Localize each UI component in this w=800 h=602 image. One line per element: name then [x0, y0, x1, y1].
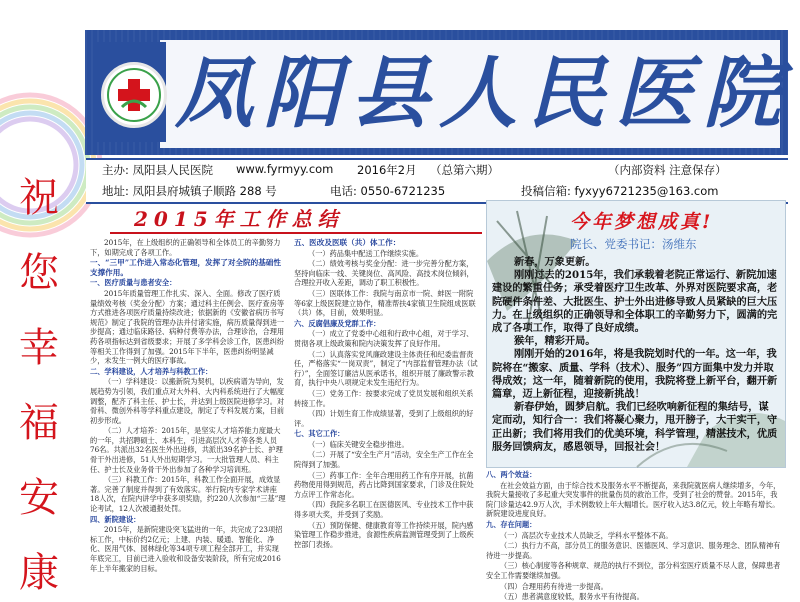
article-paragraph: （二）执行力不高，部分员工的服务意识、医德医风、学习意识、服务理念、团队精神有待进一步提高。	[486, 541, 781, 560]
section-heading: 六、反腐倡廉及党群工作：	[294, 318, 381, 328]
article-paragraph: （一）临床关键安全稳步推进。	[308, 439, 409, 449]
feature-title: 今年梦想成真!	[570, 211, 714, 233]
section-heading: 四、新院建设：	[90, 514, 141, 524]
blessing-char: 您	[19, 250, 59, 296]
article-paragraph: 2015年，在上级组织的正确领导和全体员工的辛勤努力下，如期完成了各项工作。	[90, 238, 281, 257]
article-paragraph: （四）合理用药有待进一步提高。	[500, 581, 608, 591]
article-paragraph: （三）核心制度等各种规章、规范的执行不到位，部分科室医疗质量不尽人意，保障患者安全工作需要继续加强。	[486, 561, 781, 580]
article-paragraph: （二）绩效考核与奖金分配：进一步完善分配方案，坚持向临床一线、关键岗位、高风险、高技术岗位倾斜，合理拉开收入差距，调动了职工积极性。	[294, 259, 474, 288]
newspaper-title: 凤阳县人民医院	[175, 49, 792, 139]
feature-paragraph: 新春，万象更新。	[514, 256, 596, 268]
hospital-logo	[101, 62, 167, 128]
article-paragraph: （二）开展了“安全生产月”活动，安全生产工作在全院得到了加强。	[294, 450, 474, 470]
article-paragraph: （三）党务工作：按要求完成了党员发展和组织关系转接工作。	[294, 388, 474, 408]
left-decoration	[0, 0, 78, 596]
issue-number: （总第六期）	[430, 163, 499, 177]
section-heading: 二、学科建设，人才培养与科教工作：	[90, 366, 213, 376]
section-heading: 九、存在问题：	[486, 519, 537, 529]
article-paragraph: （二）人才培养：2015年，是坚实人才培养能力度最大的一年，共招聘硕士、本科生，引进高层次人才等各类人员76名。共派出32名医生外出进修，共派出39名护士长、护理骨干外出进修，51人外出短期学习。一大批管理人员、科主任、护士长及业务骨干外出参加了各种学习培训班。	[90, 426, 283, 474]
section-heading: 八、两个效益：	[486, 470, 537, 479]
article-paragraph: （三）医联体工作：我院与南京市一院、蚌医一附院等6家上级医院建立协作，精准帮扶4家镇卫生院组成医联（共）体，目前，效果明显。	[294, 288, 476, 318]
feature-author: 院长、党委书记：汤维东	[570, 237, 697, 251]
feature-paragraph: 新春伊始，圆梦启航。我们已经吹响新征程的集结号，谋定而动，知行合一：我们将凝心聚力，甩开膀子，大干实干，守正出新；我们将用我们的优美环境，科学管理，精湛技术，优质服务回馈病友，感恩领导，回报社会！	[492, 401, 778, 453]
blessing-char: 福	[19, 400, 59, 446]
phone-label: 电话: 0550-6721235	[330, 184, 446, 198]
section-heading: 五、医改及医联（共）体工作：	[294, 238, 401, 247]
article-paragraph: （五）预防保健、健康教育等工作持续开展，院内感染管理工作稳步推进，食源性疾病监测管理受到了上级疾控部门表扬。	[294, 520, 474, 549]
article-paragraph: （四）计划生育工作成绩显著，受到了上级组织的好评。	[294, 409, 474, 428]
section-heading: 一、医疗质量与患者安全：	[90, 278, 177, 288]
article-paragraph: （三）药事工作：全年合理用药工作有序开展，抗菌药物使用得到规范，药占比降到国家要求，门诊及住院处方点评工作常态化。	[294, 470, 474, 499]
article-paragraph: 2015年，是新院建设突飞猛进的一年，共完成了23项招标工作，中标价约2亿元；上建、内装、暖通、智能化、净化、医用气体、园林绿化等34项专项工程全部开工，并实现年底完工，目前已进入验收和设备安装阶段，所有完成2016年上半年搬家的目标。	[90, 525, 283, 573]
feature-paragraph: 刚刚开始的2016年，将是我院划时代的一年。这一年，我院将在“搬家、质量、学科（技术）、服务”四方面集中发力并取得成效；这一年，随着新院的使用，我院将登上新平台，翻开新篇章，迈上新征程，迎接新挑战！	[492, 348, 778, 401]
article-column-3	[486, 470, 784, 602]
section-heading: 一、“三甲”工作进入常态化管理，发挥了对全院的基础性支撑作用。	[90, 258, 281, 277]
article-paragraph: （二）认真落实党风廉政建设主体责任和纪委监督责任，严格落实“一岗双责”，制定了“内部监督管理办法（试行）”，全面签订廉洁从医承诺书，组织开展了廉政警示教育，执行中央八项规定未发生违纪行为。	[294, 349, 478, 388]
article-paragraph: （四）我院多名职工在医德医风、专业技术工作中获得多项大奖，并受到了奖励。	[294, 500, 474, 520]
logo-emblem-icon	[104, 65, 164, 125]
headline-divider	[110, 232, 482, 234]
article-paragraph: 在社会效益方面，由于综合技术及服务水平不断提高，来我院就医病人继续增多，今年，我院大量接收了多起重大突发事件的批量伤员的救治工作，受到了社会的赞誉。2015年，我院门诊量达42.9万人次，手术例数较上年大幅增长。医疗收入达3.8亿元，较上年略有增长。新院建设进度良好。	[486, 480, 781, 519]
article-paragraph: （一）高层次专业技术人员缺乏，学科水平整体不高。	[500, 530, 673, 540]
article-column-1	[90, 238, 286, 593]
host-label: 主办: 凤阳县人民医院	[102, 163, 214, 177]
email-label: 投稿信箱: fyxyy6721235@163.com	[521, 184, 719, 198]
blessing-char: 安	[19, 475, 59, 521]
feature-paragraph: 刚刚过去的2015年，我们承载着老院正常运行、新院加速建设的繁重任务；承受着医疗卫生改革、外界对医院要求高，老院硬件条件差、大批医生、护士外出进修导致人员紧缺的巨大压力。在上级组织的正确领导和全体职工的辛勤努力下，圆满的完成了各项工作，取得了良好成绩。	[492, 269, 778, 335]
article-paragraph: （三）科教工作：2015年，科教工作全面开展，成效显著。完善了制度并得到了有效落实。举行院内专家学术讲座18人次，在院内讲学中获多项奖励，约220人次参加“三基”理论考试，12人次被通报处罚。	[90, 475, 286, 514]
website-link[interactable]: www.fyrmyy.com	[236, 162, 334, 176]
issue-date: 2016年2月	[357, 163, 417, 177]
article-paragraph: （一）成立了党委中心组和行政中心组，对于学习、贯彻各项上级政策和院内决策发挥了良好作用。	[294, 329, 474, 348]
article-paragraph: 2015年质量管理工作扎实、深入、全面。修改了医疗质量绩效考核（奖金分配）方案；通过科主任例会、医疗查房等方式推进各项医疗质量持续改进；依据新的《安徽省病历书写规范》制定了我院的管理办法并付诸实施，病历质量得到进一步提高；通过临床路径、病种付费等办法，合理诊治，合理用药各项指标达到省级要求；开展了多学科会诊工作，医患纠纷等相关工作得到了加强。2015年下半年，医患纠纷明显减少，未发生一例大的医疗事故。	[90, 288, 285, 366]
blessing-char: 康	[19, 550, 59, 596]
feature-paragraph: 猴年，精彩开局。	[514, 335, 596, 348]
article-paragraph: （一）药品集中配送工作继续实施。	[308, 248, 424, 258]
address-label: 地址: 凤阳县府城镇子顺路 288 号	[102, 184, 277, 198]
feature-body	[492, 256, 778, 466]
blessing-char: 幸	[19, 325, 59, 371]
internal-notice: （内部资料 注意保存）	[608, 163, 727, 177]
article-headline: 2015年工作总结	[134, 207, 344, 231]
section-heading: 七、其它工作：	[294, 429, 345, 439]
article-paragraph: （一）学科建设：以搬新院为契机，以疾病谱为导向，发展趋势为引领，我们重点对大外科、大内科系统进行了大幅度调整，配齐了科主任、护士长，并达到上级医院进修学习。对骨科、微创外科等学科重点建设，制定了专科发展方案，目前初步形成。	[90, 377, 285, 425]
blessing-char: 祝	[19, 175, 59, 221]
article-column-2	[294, 238, 480, 593]
rainbow-decoration	[0, 65, 90, 185]
article-paragraph: （五）患者满意度较低，服务水平有待提高。	[500, 592, 644, 602]
